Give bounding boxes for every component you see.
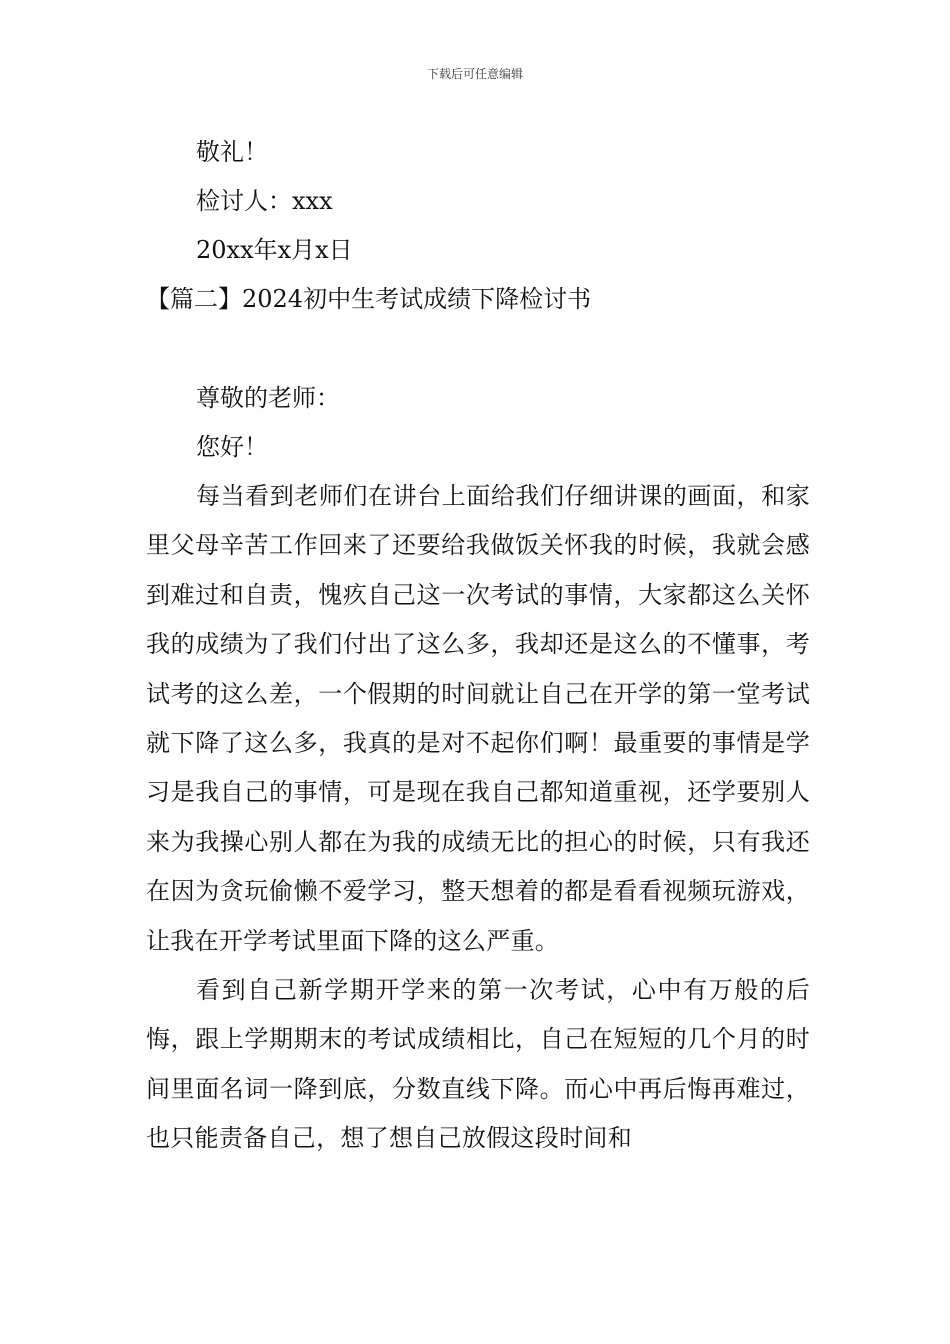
letter-hello: 您好！ [196,433,268,461]
spacer [146,324,810,374]
section-title: 【篇二】2024初中生考试成绩下降检讨书 [146,285,592,313]
document-body [146,128,810,1164]
body-paragraph-2: 看到自己新学期开学来的第一次考试，心中有万般的后悔，跟上学期期末的考试成绩相比，自己在短短的几个月的时间里面名词一降到底，分数直线下降。而心中再后悔再难过，也只能责备自己，想了想自己放假这段时间和 [146,976,810,1153]
body-paragraph-1: 每当看到老师们在讲台上面给我们仔细讲课的画面，和家里父母辛苦工作回来了还要给我做饭关怀我的时候，我就会感到难过和自责，愧疚自己这一次考试的事情，大家都这么关怀我的成绩为了我们付出了这么多，我却还是这么的不懂事，考试考的这么差，一个假期的时间就让自己在开学的第一堂考试就下降了这么多，我真的是对不起你们啊！最重要的事情是学习是我自己的事情，可是现在我自己都知道重视，还学要别人来为我操心别人都在为我的成绩无比的担心的时候，只有我还在因为贪玩偷懒不爱学习，整天想着的都是看看视频玩游戏，让我在开学考试里面下降的这么严重。 [146,482,810,955]
closing-salute: 敬礼！ [196,138,268,166]
closing-author: 检讨人：xxx [196,187,333,215]
closing-date: 20xx年x月x日 [196,236,353,264]
page-header: 下载后可任意编辑 [426,67,523,81]
letter-greeting: 尊敬的老师： [196,384,340,412]
